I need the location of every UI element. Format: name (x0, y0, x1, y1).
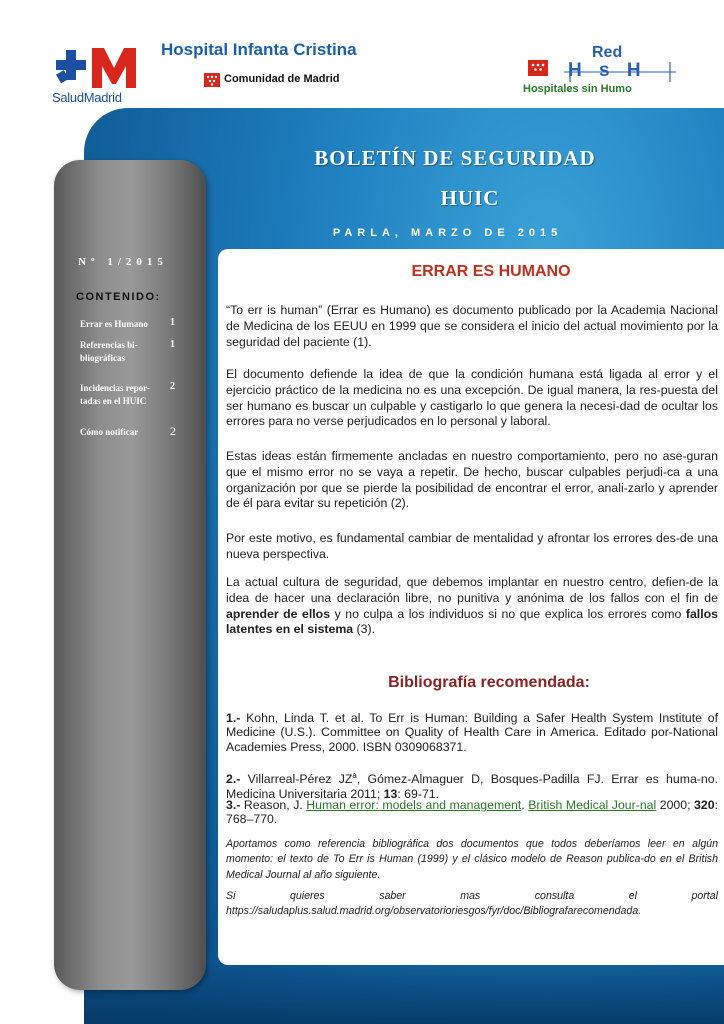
bulletin-title: BOLETÍN DE SEGURIDAD (314, 146, 596, 170)
bibliography-title: Bibliografía recomendada: (388, 674, 590, 691)
red-wordmark: Red (592, 44, 623, 61)
toc-item-referencias[interactable]: Referencias bi-bliográficas (80, 340, 138, 363)
bulletin-place-date: PARLA, MARZO DE 2015 (332, 227, 563, 239)
superscript: a (352, 771, 357, 780)
toc-item-como-notificar[interactable]: Cómo notificar (80, 427, 139, 437)
toc-page-number: 2 (170, 381, 175, 392)
volume-number: 13 (383, 786, 398, 801)
reference-number: 3.- (226, 798, 241, 812)
hospital-name: Hospital Infanta Cristina (161, 40, 357, 59)
reference-text: : 69-71. (397, 786, 440, 801)
toc-page-number: 1 (170, 339, 175, 350)
article-paragraph-4: Por este motivo, es fundamental cambiar de mentalidad y afrontar los errores des-de una nueva perspectiva. (226, 531, 718, 561)
emphasis-text: fallos latentes en el sistema (226, 606, 718, 637)
reference-text: , Gómez-Almaguer D, Bosques-Padilla FJ. Errar es huma-no. Medicina Universitaria 2011; (226, 772, 718, 801)
bulletin-subtitle: HUIC (440, 186, 500, 210)
article-title: ERRAR ES HUMANO (411, 263, 571, 280)
bibliography-note-1: Aportamos como referencia bibliográfica dos documentos que todos deberíamos leer en algún momento: el texto de To Err is Human (1999) y el clásico modelo de Reason publica-do en el British Medical Journal al año siguiente. (226, 838, 718, 881)
contents-heading: CONTENIDO: (76, 291, 161, 303)
reference-text: : 768–770. (226, 798, 718, 827)
article-paragraph-2: El documento defiende la idea de que la condición humana está ligada al error y el ejercicio práctico de la medicina no es una excepción. De igual manera, la res-puesta del ser humano es buscar un culpable y castigarlo lo que genera la necesi-dad de ocultar los errores para no verse perjudicados en lo personal y laboral. (226, 367, 718, 429)
reference-3 (226, 798, 718, 827)
content-box (218, 249, 724, 965)
sidebar-panel (54, 160, 206, 990)
toc-item-incidencias[interactable]: Incidencias repor-tadas en el HUIC (80, 383, 150, 406)
article-paragraph-3: Estas ideas están firmemente ancladas en nuestro comportamiento, pero no ase-guran que el mismo error no se vaya a repetir. De hecho, buscar culpables perjudi-ca a una organización por que se pierde la posibilidad de encontrar el error, anali-zarlo y aprender de él para evitar su repetición (2). (226, 449, 718, 511)
bibliography-note-2: Si quieres saber mas consulta el portal https://saludaplus.salud.madrid.org/observatorioriesgos/fyr/doc/Bibliografarecomendada. (226, 890, 718, 918)
reference-1 (226, 711, 718, 754)
reference-text: Villarreal-Pérez JZ (240, 772, 353, 787)
comunidad-madrid-flag-icon (204, 73, 220, 87)
toc-page-number: 2 (170, 424, 176, 438)
issue-number: Nº 1/2015 (78, 256, 168, 268)
article-paragraph-1: “To err is human” (Errar es Humano) es documento publicado por la Academia Nacional de Medicina de los EEUU en 1999 que se considera el inicio del actual movimiento por la seguridad del paciente (1). (226, 303, 718, 349)
paragraph-text: y no culpa a los individuos si no que explica los errores como (330, 606, 686, 621)
reference-text: Kohn, Linda T. et al. To Err is Human: Building a Safer Health System Institute of Medicine (U.S.). Committee on Quality of Health Care in America. Editado por-National Academies Press, 2000. ISBN 0309068371. (226, 711, 718, 754)
reference-2 (226, 769, 718, 801)
toc-page-number: 1 (170, 317, 175, 328)
hsh-wordmark: H s H (568, 60, 647, 81)
article-paragraph-5 (226, 575, 718, 638)
reference-number: 2.- (226, 772, 241, 787)
reference-number: 1.- (226, 711, 241, 725)
madrid-flag-icon (528, 60, 548, 76)
reference-link-journal[interactable]: British Medical Jour-nal (528, 798, 657, 812)
volume-number: 320 (694, 798, 715, 812)
hospitales-sin-humo-label: Hospitales sin Humo (523, 83, 632, 95)
reference-text: Reason, J. (240, 798, 307, 812)
salud-madrid-wordmark: SaludMadrid (52, 90, 122, 105)
paragraph-text: La actual cultura de seguridad, que debemos implantar en nuestro centro, defien-de la idea de hacer una declaración libre, no punitiva y anónima de los fallos con el fin de (226, 575, 718, 605)
reference-link-article[interactable]: Human error: models and management (306, 798, 522, 812)
toc-item-errar[interactable]: Errar es Humano (80, 319, 148, 329)
emphasis-text: aprender de ellos (226, 606, 331, 621)
reference-text: . (521, 798, 529, 812)
comunidad-madrid-label: Comunidad de Madrid (224, 73, 340, 85)
paragraph-text: (3). (353, 622, 376, 637)
reference-text: 2000; (656, 798, 695, 812)
